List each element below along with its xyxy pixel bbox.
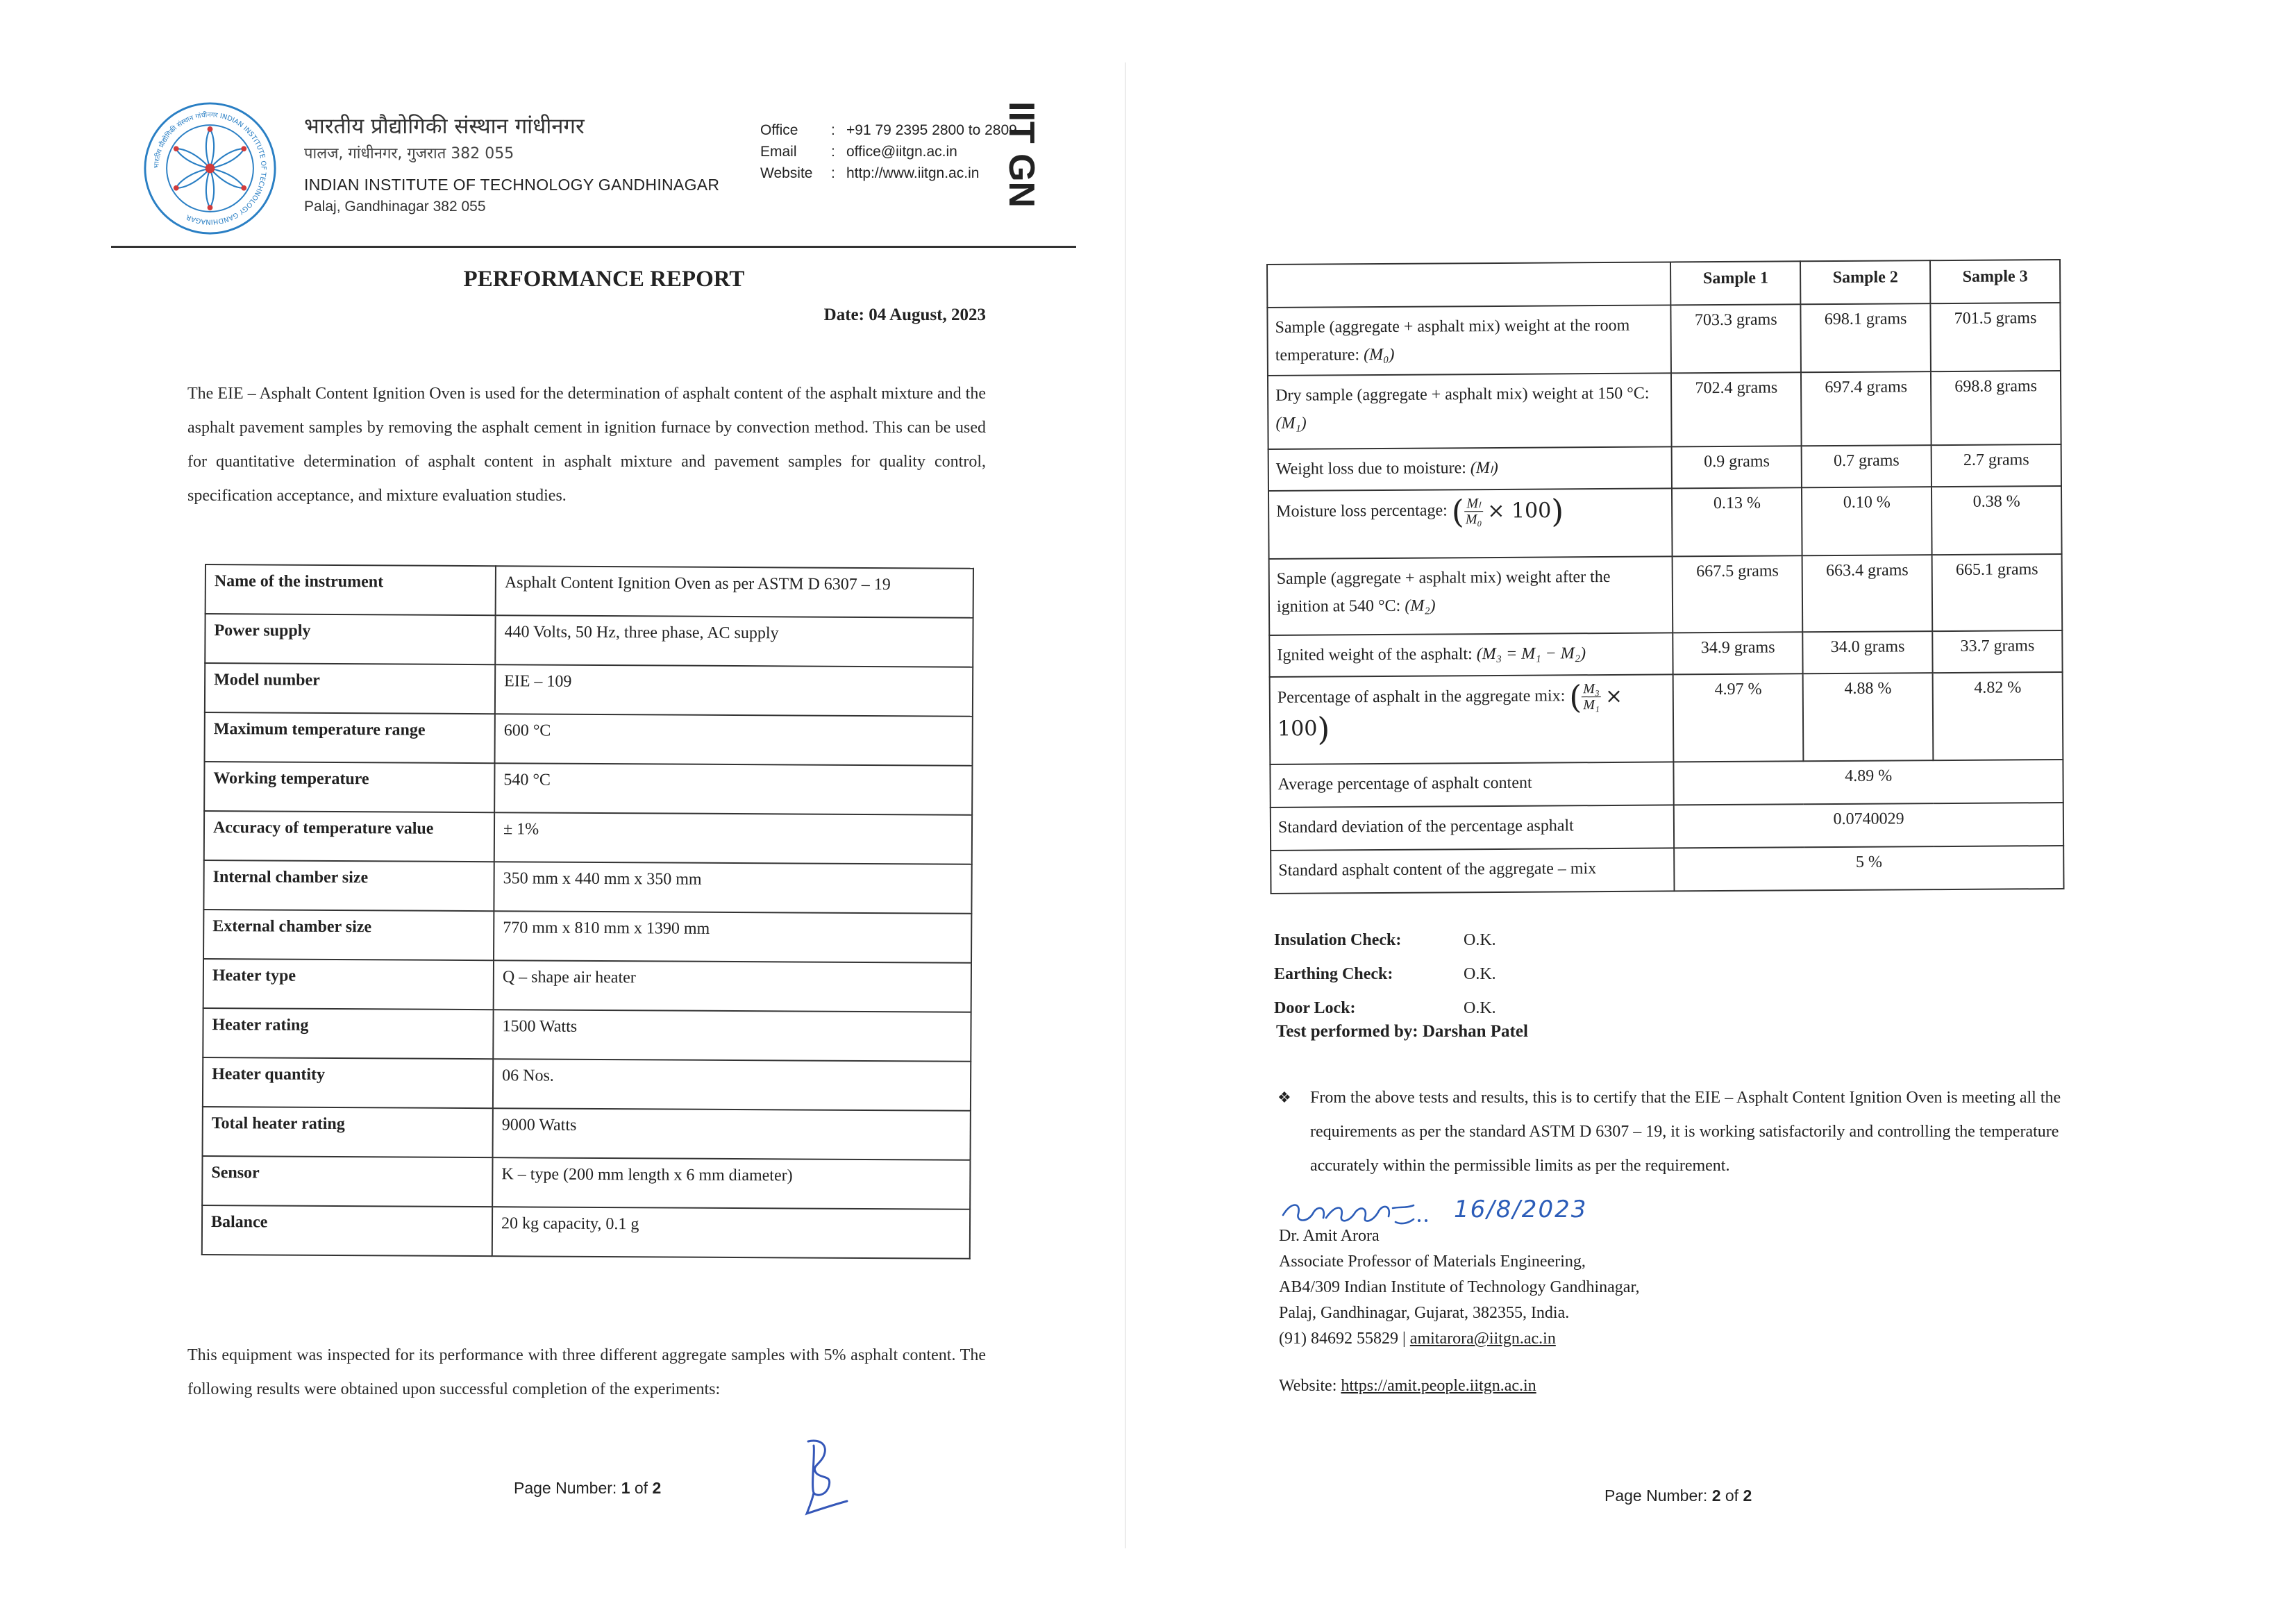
spec-key: Heater quantity — [203, 1057, 493, 1108]
check-earthing: Earthing Check: O.K. — [1274, 965, 1496, 983]
specification-table — [201, 564, 974, 1259]
results-cell-sample-3: 2.7 grams — [1932, 444, 2061, 487]
spec-row — [205, 712, 973, 766]
results-cell-sample-3: 4.82 % — [1933, 672, 2063, 760]
website-link[interactable]: https://amit.people.iitgn.ac.in — [1341, 1377, 1536, 1395]
summary-row — [1271, 846, 2063, 894]
spec-row — [202, 1156, 970, 1209]
results-row — [1267, 303, 2061, 376]
results-row-label — [1269, 633, 1673, 677]
spec-key: Heater type — [203, 959, 494, 1010]
check-insulation: Insulation Check: O.K. — [1274, 931, 1496, 949]
signatory-designation: Associate Professor of Materials Engineering, — [1279, 1253, 1586, 1271]
spec-key: Power supply — [205, 614, 495, 664]
results-cell-sample-3: 33.7 grams — [1932, 630, 2062, 673]
tested-by: Test performed by: Darshan Patel — [1276, 1022, 1528, 1041]
results-cell-sample-3: 0.38 % — [1932, 486, 2062, 555]
results-cell-sample-2: 697.4 grams — [1801, 371, 1932, 446]
report-date: Date: 04 August, 2023 — [823, 305, 986, 324]
spec-value: 540 °C — [494, 763, 972, 815]
results-cell-sample-1: 702.4 grams — [1671, 372, 1802, 446]
iitgn-brand-mark — [1000, 97, 1041, 236]
certification-text: From the above tests and results, this is to certify that the EIE – Asphalt Content Ignition Oven is meeting all the requirements as per the standard ASTM D 6307 – 19, it is working satisfactorily and controlling the temperature accurately within the permissible limits as per the requirement. — [1310, 1089, 2061, 1175]
page-gutter — [1125, 62, 1126, 1548]
results-cell-sample-1: 703.3 grams — [1671, 304, 1801, 373]
results-row-label — [1268, 446, 1673, 491]
results-row — [1269, 630, 2062, 677]
spec-value: 440 Volts, 50 Hz, three phase, AC supply — [495, 615, 973, 667]
institute-name: INDIAN INSTITUTE OF TECHNOLOGY GANDHINAGAR — [304, 176, 720, 194]
results-cell-sample-1: 34.9 grams — [1673, 632, 1803, 674]
institute-logo — [142, 101, 278, 236]
institute-address: Palaj, Gandhinagar 382 055 — [304, 199, 486, 215]
spec-value: Asphalt Content Ignition Oven as per ASTM D 6307 – 19 — [496, 566, 973, 618]
signatory-phone: (91) 84692 55829 | — [1279, 1330, 1410, 1348]
page-number: Page Number: 1 of 2 — [514, 1479, 662, 1497]
results-row-label — [1269, 556, 1673, 635]
results-cell-sample-1: 667.5 grams — [1673, 555, 1803, 633]
spec-row — [205, 614, 973, 667]
results-cell-sample-1: 0.9 grams — [1672, 446, 1802, 488]
spec-row — [203, 1057, 971, 1111]
logo-ring-text: भारतीय प्रौद्योगिकी संस्थान गांधीनगर INDIAN INSTITUTE OF TECHNOLOGY GANDHINAGAR — [153, 111, 267, 226]
spec-value: Q – shape air heater — [494, 960, 971, 1012]
results-header-sample-3: Sample 3 — [1930, 260, 2060, 303]
spec-row — [206, 564, 973, 618]
contact-block — [760, 119, 1017, 184]
results-row-label — [1268, 488, 1673, 559]
spec-row — [203, 959, 971, 1012]
initials-signature — [798, 1437, 854, 1521]
inspection-paragraph: This equipment was inspected for its performance with three different aggregate samples with 5% asphalt content. The following results were obtained upon successful completion of the experiments: — [187, 1346, 986, 1398]
institute-address-hindi: पालज, गांधीनगर, गुजरात 382 055 — [304, 145, 514, 162]
results-cell-sample-2: 0.7 grams — [1802, 445, 1932, 487]
website-line: Website: https://amit.people.iitgn.ac.in — [1279, 1377, 1536, 1395]
results-header-sample-1: Sample 1 — [1670, 261, 1800, 305]
spec-row — [203, 1107, 971, 1160]
spec-key: Name of the instrument — [206, 564, 496, 615]
summary-label: Average percentage of asphalt content — [1270, 762, 1674, 807]
summary-value: 4.89 % — [1674, 760, 2063, 805]
spec-row — [204, 762, 972, 815]
svg-text:IIT GN: IIT GN — [1001, 101, 1041, 208]
results-row-label — [1268, 373, 1672, 449]
results-header-sample-2: Sample 2 — [1800, 260, 1930, 304]
signature-date: 16/8/2023 — [1454, 1196, 1588, 1223]
spec-value: 1500 Watts — [493, 1010, 971, 1062]
report-title: PERFORMANCE REPORT — [463, 267, 745, 292]
signatory-email-link[interactable]: amitarora@iitgn.ac.in — [1409, 1330, 1556, 1348]
spec-key: Total heater rating — [203, 1107, 493, 1157]
spec-key: Internal chamber size — [203, 860, 494, 911]
spec-value: 9000 Watts — [493, 1108, 971, 1160]
results-row-label-text: Ignited weight of the asphalt: — [1277, 645, 1477, 664]
spec-row — [203, 1008, 971, 1062]
results-cell-sample-2: 698.1 grams — [1801, 303, 1931, 372]
results-header-row — [1267, 260, 2060, 308]
spec-value: 600 °C — [495, 714, 973, 766]
signatory-address: Palaj, Gandhinagar, Gujarat, 382355, India. — [1279, 1304, 1570, 1322]
results-row-label — [1267, 305, 1671, 376]
results-row — [1269, 554, 2063, 635]
results-cell-sample-3: 701.5 grams — [1930, 303, 2061, 371]
spec-value: 20 kg capacity, 0.1 g — [492, 1207, 970, 1259]
results-row-symbol: (M₃ = M₁ − M₂) — [1476, 644, 1586, 664]
certification-statement — [1277, 1081, 2076, 1183]
intro-paragraph: The EIE – Asphalt Content Ignition Oven is used for the determination of asphalt content of the asphalt mixture and the asphalt pavement samples by removing the asphalt cement in ignition furnace by convection method. This can be used for quantitative determination of asphalt content in asphalt mixture and pavement samples for quality control, specification acceptance, and mixture evaluation studies. — [187, 385, 986, 505]
contact-office: Office : +91 79 2395 2800 to 2809 — [760, 122, 1017, 138]
results-cell-sample-1: 0.13 % — [1672, 487, 1802, 556]
results-row — [1268, 444, 2061, 491]
spec-row — [205, 663, 973, 717]
spec-key: Heater rating — [203, 1008, 493, 1059]
results-row — [1268, 486, 2062, 559]
summary-label: Standard asphalt content of the aggregate – mix — [1271, 848, 1675, 894]
page-number-2: Page Number: 2 of 2 — [1604, 1487, 1752, 1505]
spec-value: 06 Nos. — [493, 1059, 971, 1111]
institute-name-hindi: भारतीय प्रौद्योगिकी संस्थान गांधीनगर — [304, 114, 585, 139]
spec-key: Accuracy of temperature value — [204, 811, 494, 862]
summary-value: 5 % — [1675, 846, 2064, 891]
checks-list — [1274, 923, 1496, 1026]
summary-row — [1270, 760, 2063, 807]
results-row-label-text: Sample (aggregate + asphalt mix) weight at the room temperature: — [1275, 316, 1630, 365]
spec-row — [202, 1205, 970, 1259]
results-row-label-text: Weight loss due to moisture: — [1275, 459, 1470, 478]
results-table — [1266, 259, 2065, 894]
summary-label: Standard deviation of the percentage asphalt — [1271, 805, 1675, 851]
signatory-contact — [1279, 1326, 1639, 1352]
spec-key: Balance — [202, 1205, 492, 1256]
results-row-label — [1270, 674, 1674, 764]
results-row-symbol: (Mₗ) — [1470, 458, 1498, 478]
results-cell-sample-2: 0.10 % — [1802, 487, 1932, 555]
spec-value: 770 mm x 810 mm x 1390 mm — [494, 911, 971, 963]
spec-key: External chamber size — [203, 910, 494, 960]
results-row-label-text: Dry sample (aggregate + asphalt mix) weight at 150 °C: — [1275, 384, 1650, 405]
results-row — [1270, 672, 2063, 764]
check-door-lock: Door Lock: O.K. — [1274, 999, 1496, 1017]
results-cell-sample-2: 4.88 % — [1803, 673, 1934, 761]
header-divider — [111, 246, 1076, 248]
spec-row — [203, 860, 971, 914]
spec-value: EIE – 109 — [495, 664, 973, 717]
spec-key: Model number — [205, 663, 495, 714]
spec-value: ± 1% — [494, 812, 972, 864]
signatory-block — [1279, 1223, 1639, 1352]
summary-row — [1271, 803, 2063, 851]
results-cell-sample-2: 34.0 grams — [1802, 631, 1932, 673]
results-row-formula: ( $\frac{\text{M₃}}{\text{M₁}}$ × 100) — [1277, 678, 1623, 748]
contact-website: Website : http://www.iitgn.ac.in — [760, 165, 980, 181]
spec-key: Sensor — [202, 1156, 492, 1207]
results-cell-sample-1: 4.97 % — [1673, 673, 1804, 762]
results-row-formula: ( $\frac{\text{Mₗ}}{\text{M₀}}$ × 100) — [1451, 492, 1564, 530]
spec-row — [203, 910, 971, 963]
results-row — [1268, 371, 2061, 449]
signatory-office: AB4/309 Indian Institute of Technology Gandhinagar, — [1279, 1278, 1640, 1296]
spec-value: 350 mm x 440 mm x 350 mm — [494, 862, 971, 914]
results-row-symbol: (M₁) — [1275, 414, 1307, 433]
spec-key: Working temperature — [204, 762, 494, 812]
diamond-bullet-icon: ❖ — [1277, 1089, 1291, 1107]
signatory-name: Dr. Amit Arora — [1279, 1227, 1380, 1245]
results-row-label-text: Sample (aggregate + asphalt mix) weight after the ignition at 540 °C: — [1276, 567, 1611, 616]
contact-email: Email : office@iitgn.ac.in — [760, 144, 957, 160]
results-cell-sample-2: 663.4 grams — [1802, 555, 1933, 632]
results-header-blank — [1267, 262, 1671, 308]
spec-row — [204, 811, 972, 864]
results-cell-sample-3: 665.1 grams — [1932, 554, 2063, 631]
summary-value: 0.0740029 — [1674, 803, 2063, 848]
results-row-label-text: Percentage of asphalt in the aggregate mix: — [1277, 687, 1570, 707]
spec-key: Maximum temperature range — [205, 712, 495, 763]
results-row-label-text: Moisture loss percentage: — [1276, 501, 1452, 521]
results-row-symbol: (M₂) — [1405, 596, 1436, 615]
results-cell-sample-3: 698.8 grams — [1931, 371, 2061, 445]
spec-value: K – type (200 mm length x 6 mm diameter) — [492, 1157, 970, 1209]
results-row-symbol: (M₀) — [1363, 345, 1395, 365]
